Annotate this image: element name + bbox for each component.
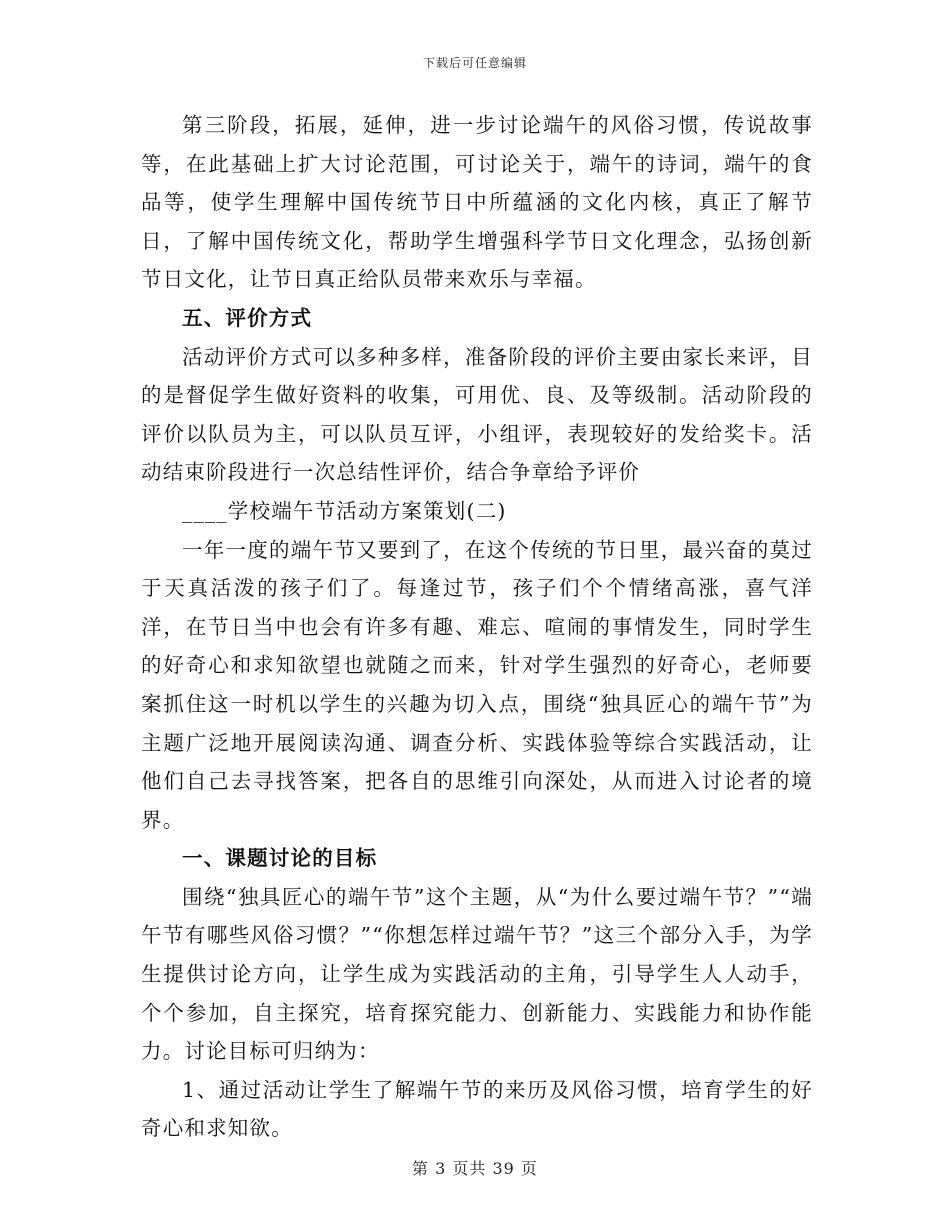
section-heading-evaluation: 五、评价方式 [182, 305, 313, 330]
paragraph-evaluation: 活动评价方式可以多种多样，准备阶段的评价主要由家长来评，目的是督促学生做好资料的收集，可用优、良、及等级制。活动阶段的评价以队员为主，可以队员互评，小组评，表现较好的发给奖卡。活动结束阶段进行一次总结性评价，结合争章给予评价 [141, 344, 813, 485]
document-body [141, 106, 813, 1148]
page-header: 下载后可任意编辑 [422, 56, 527, 70]
paragraph-stage-three: 第三阶段，拓展，延伸，进一步讨论端午的风俗习惯，传说故事等，在此基础上扩大讨论范围，可讨论关于，端午的诗词，端午的食品等，使学生理解中国传统节日中所蕴涵的文化内核，真正了解节日，了解中国传统文化，帮助学生增强科学节日文化理念，弘扬创新节日文化，让节日真正给队员带来欢乐与幸福。 [141, 113, 813, 292]
paragraph-goal-one: 1、通过活动让学生了解端午节的来历及风俗习惯，培育学生的好奇心和求知欲。 [141, 1077, 813, 1141]
section-heading-goals: 一、课题讨论的目标 [182, 846, 378, 871]
page-footer: 第 3 页共 39 页 [412, 1159, 538, 1178]
paragraph-plan-title: ____学校端午节活动方案策划(二) [182, 498, 507, 523]
paragraph-goals: 围绕“独具匠心的端午节”这个主题，从“为什么要过端午节？”“端午节有哪些风俗习惯？”“你想怎样过端午节？”这三个部分入手，为学生提供讨论方向，让学生成为实践活动的主角，引导学生人人动手，个个参加，自主探究，培育探究能力、创新能力、实践能力和协作能力。讨论目标可归纳为： [141, 884, 813, 1064]
paragraph-introduction: 一年一度的端午节又要到了，在这个传统的节日里，最兴奋的莫过于天真活泼的孩子们了。每逢过节，孩子们个个情绪高涨，喜气洋洋，在节日当中也会有许多有趣、难忘、喧闹的事情发生，同时学生的好奇心和求知欲望也就随之而来，针对学生强烈的好奇心，老师要案抓住这一时机以学生的兴趣为切入点，围绕“独具匠心的端午节”为主题广泛地开展阅读沟通、调查分析、实践体验等综合实践活动，让他们自己去寻找答案，把各自的思维引向深处，从而进入讨论者的境界。 [141, 537, 813, 832]
